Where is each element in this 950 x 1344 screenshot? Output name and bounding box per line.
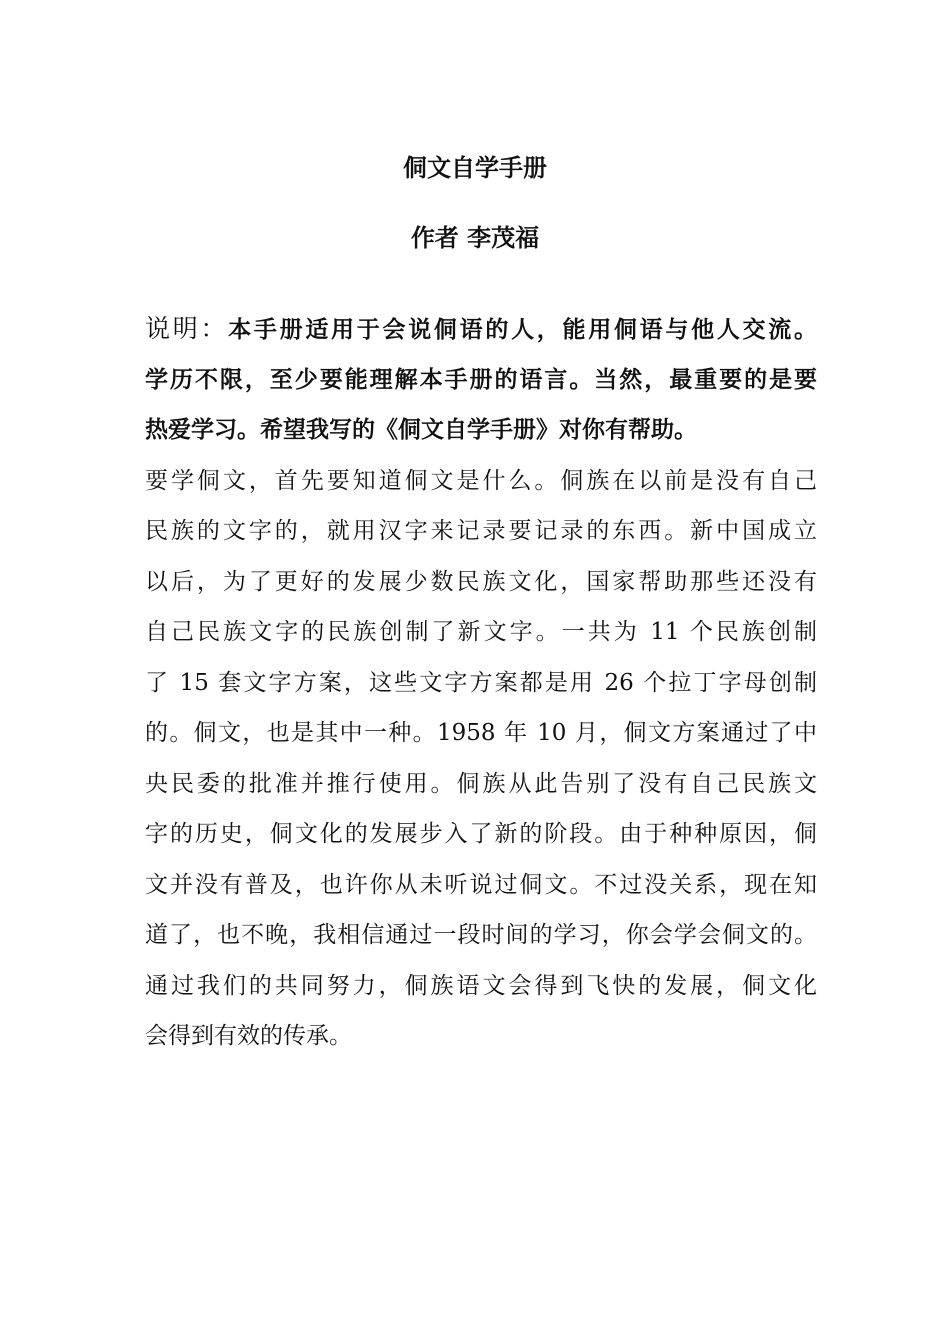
description-text: 本手册适用于会说侗语的人，能用侗语与他人交流。	[228, 317, 817, 343]
description-line: 学历不限，至少要能理解本手册的语言。当然，最重要的是要	[145, 366, 817, 393]
document-author: 作者 李茂福	[410, 224, 540, 252]
description-line	[145, 304, 817, 355]
paragraph-line: 自己民族文字的民族创制了新文字。一共为 11 个民族创制	[145, 619, 817, 645]
description-line: 热爱学习。希望我写的《侗文自学手册》对你有帮助。	[145, 417, 697, 443]
paragraph-line: 道了，也不晚，我相信通过一段时间的学习，你会学会侗文的。	[145, 922, 817, 948]
paragraph-line: 文并没有普及，也许你从未听说过侗文。不过没关系，现在知	[145, 871, 817, 898]
paragraph-line: 字的历史，侗文化的发展步入了新的阶段。由于种种原因，侗	[145, 821, 817, 847]
paragraph-line: 央民委的批准并推行使用。侗族从此告别了没有自己民族文	[145, 770, 817, 797]
document-body	[145, 304, 817, 1062]
paragraph-line: 以后，为了更好的发展少数民族文化，国家帮助那些还没有	[145, 568, 817, 595]
document-title: 侗文自学手册	[403, 154, 547, 182]
paragraph-line: 通过我们的共同努力，侗族语文会得到飞快的发展，侗文化	[145, 972, 817, 999]
paragraph-line: 了 15 套文字方案，这些文字方案都是用 26 个拉丁字母创制	[145, 669, 817, 696]
description-label: 说明：	[145, 314, 229, 343]
paragraph-line: 民族的文字的，就用汉字来记录要记录的东西。新中国成立	[145, 518, 817, 544]
paragraph-line: 会得到有效的传承。	[145, 1023, 352, 1049]
paragraph-line: 要学侗文，首先要知道侗文是什么。侗族在以前是没有自己	[145, 467, 817, 494]
paragraph-line: 的。侗文，也是其中一种。1958 年 10 月，侗文方案通过了中	[145, 720, 817, 746]
